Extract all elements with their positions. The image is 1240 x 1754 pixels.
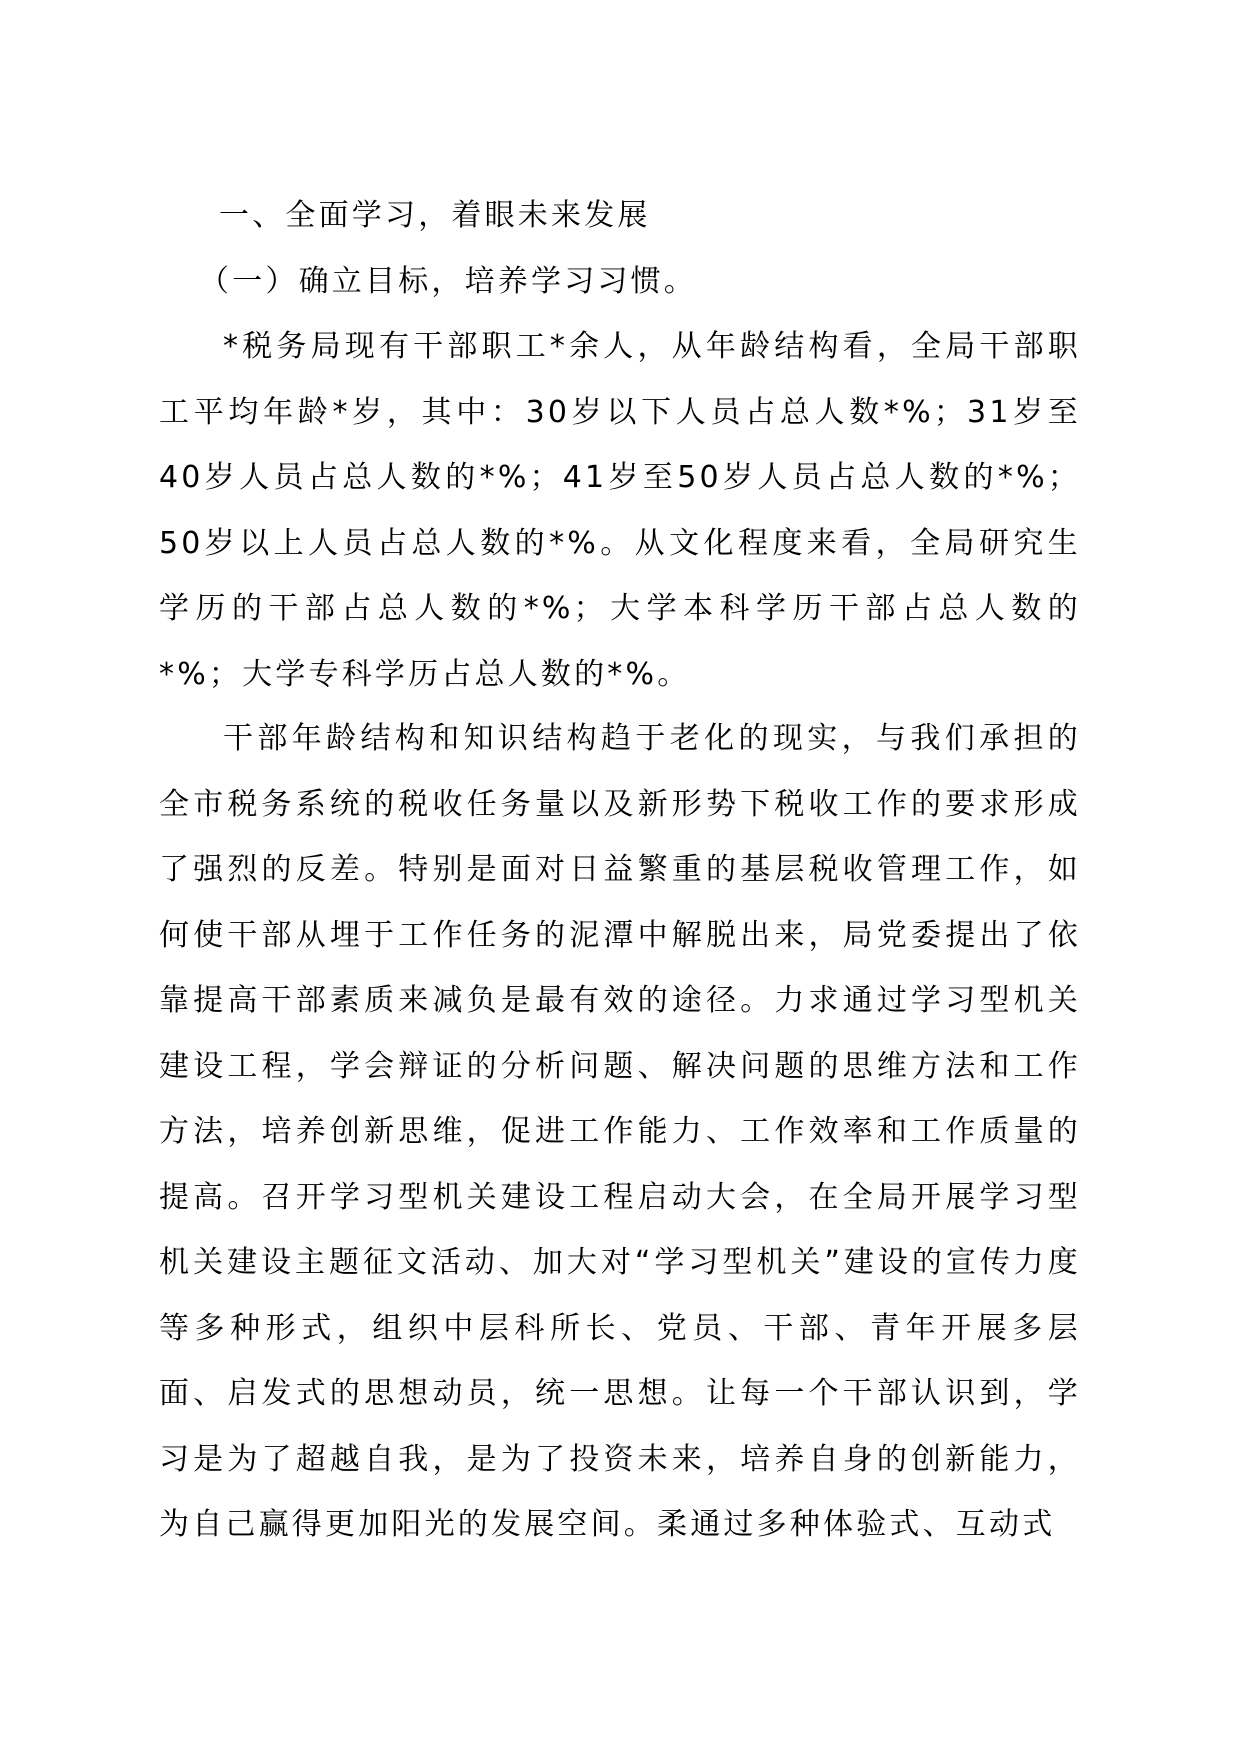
body-paragraph-staff-statistics: *税务局现有干部职工*余人，从年龄结构看，全局干部职工平均年龄*岁，其中：30岁以下人员占总人数*%；31岁至40岁人员占总人数的*%；41岁至50岁人员占总人数的*%；50岁以上人员占总人数的*%。从文化程度来看，全局研究生学历的干部占总人数的*%；大学本科学历干部占总人数的*%；大学专科学历占总人数的*%。 bbox=[159, 329, 1081, 692]
section-heading: 一、全面学习，着眼未来发展 bbox=[219, 198, 651, 233]
body-paragraph-learning-organization: 干部年龄结构和知识结构趋于老化的现实，与我们承担的全市税务系统的税收任务量以及新形势下税收工作的要求形成了强烈的反差。特别是面对日益繁重的基层税收管理工作，如何使干部从埋于工作任务的泥潭中解脱出来，局党委提出了依靠提高干部素质来减负是最有效的途径。力求通过学习型机关建设工程，学会辩证的分析问题、解决问题的思维方法和工作方法，培养创新思维，促进工作能力、工作效率和工作质量的提高。召开学习型机关建设工程启动大会，在全局开展学习型机关建设主题征文活动、加大对“学习型机关”建设的宣传力度等多种形式，组织中层科所长、党员、干部、青年开展多层面、启发式的思想动员，统一思想。让每一个干部认识到，学习是为了超越自我，是为了投资未来，培养自身的创新能力，为自己赢得更加阳光的发展空间。柔通过多种体验式、互动式 bbox=[159, 721, 1081, 1542]
subsection-heading: （一）确立目标，培养学习习惯。 bbox=[199, 264, 697, 299]
